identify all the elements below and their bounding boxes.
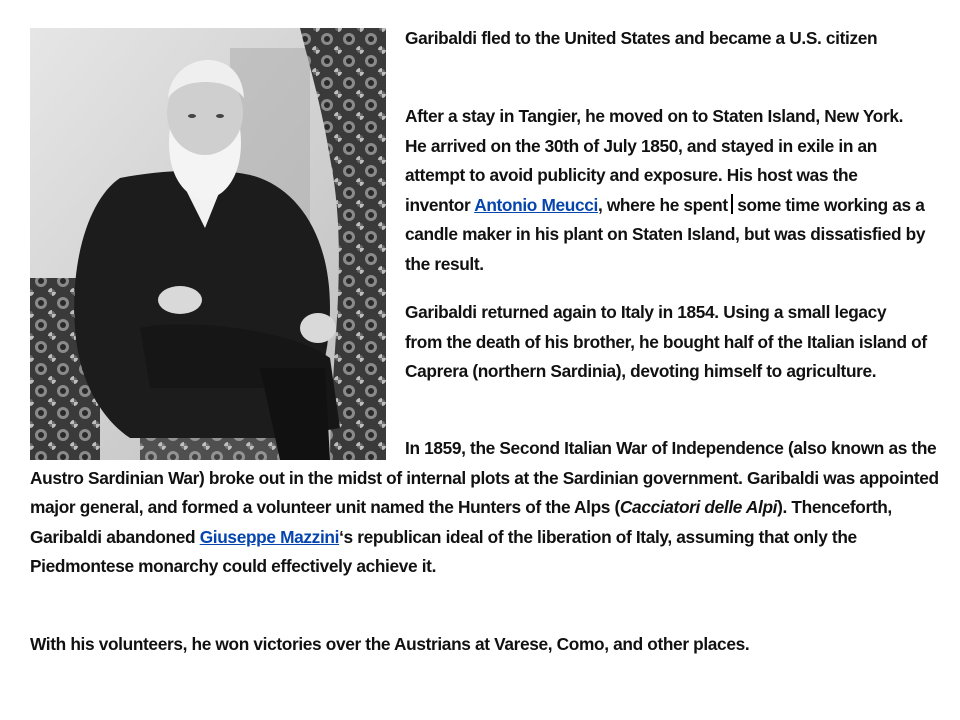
portrait-photo: [30, 28, 386, 460]
paragraph-text: ). Thenceforth, Garibaldi abandoned: [30, 497, 892, 547]
paragraph-text: some time working as a candle maker in his plant on Staten Island, but was dissatisfied by the result.: [405, 194, 926, 274]
paragraph-text: , where he spent: [597, 194, 728, 215]
paragraph-victories: With his volunteers, he won victories over the Austrians at Varese, Como, and other places.: [30, 634, 750, 654]
paragraph-staten-island: [405, 102, 927, 279]
paragraph-text: After a stay in Tangier, he moved on to Staten Island, New York. He arrived on the 30th of July 1850, and stayed in exile in an attempt to avoid publicity and exposure. His host was the inventor: [405, 106, 904, 215]
paragraph-text: In 1859, the Second Italian War of Independence (also known as the Austro Sardinian War) broke out in the midst of internal plots at the Sardinian government. Garibaldi was appointed major general, and formed a volunteer unit named the Hunters of the Alps (: [30, 438, 939, 517]
link-antonio-meucci[interactable]: Antonio Meucci: [474, 194, 598, 215]
paragraph-caprera: Garibaldi returned again to Italy in 1854. Using a small legacy from the death of his brother, he bought half of the Italian island of Caprera (northern Sardinia), devoting himself to agriculture.: [405, 302, 927, 381]
paragraph-war-of-independence: [30, 434, 940, 582]
link-giuseppe-mazzini[interactable]: Giuseppe Mazzini: [199, 526, 340, 547]
slide-heading: Garibaldi fled to the United States and became a U.S. citizen: [405, 28, 878, 48]
paragraph-text: ‘s republican ideal of the liberation of Italy, assuming that only the Piedmontese monarchy could effectively achieve it.: [30, 526, 857, 576]
italic-term: Cacciatori delle Alpi: [619, 497, 778, 517]
